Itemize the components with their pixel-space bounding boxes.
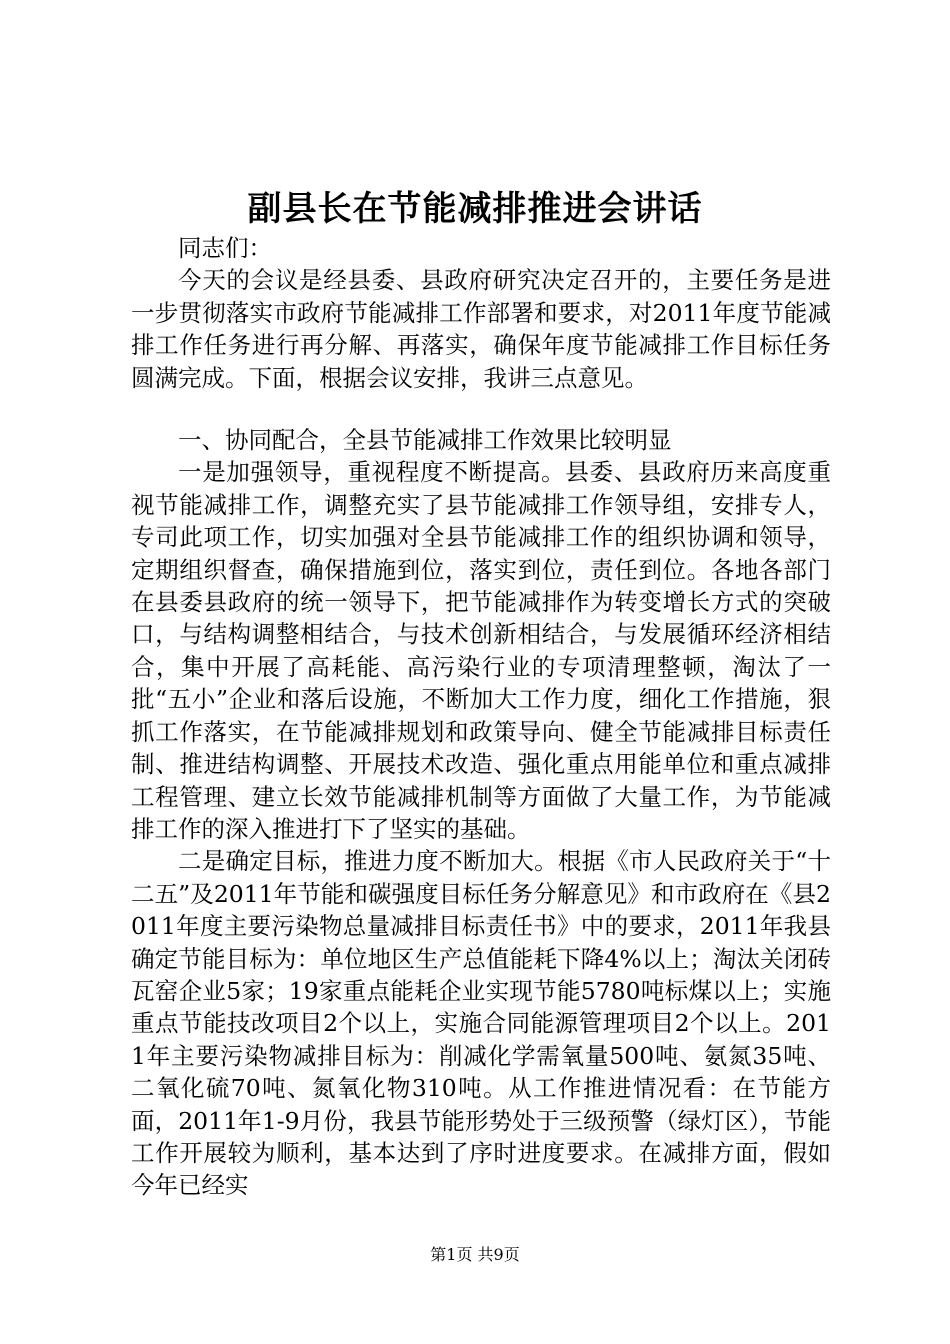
section-heading-1: 一、协同配合，全县节能减排工作效果比较明显 bbox=[178, 426, 672, 455]
document-title: 副县长在节能减排推进会讲话 bbox=[247, 189, 703, 229]
document-body bbox=[131, 232, 831, 1202]
page-footer: 第1页 共9页 bbox=[430, 1245, 520, 1264]
paragraph-2: 二是确定目标，推进力度不断加大。根据《市人民政府关于“十二五”及2011年节能和碳强度目标任务分解意见》和市政府在《县2011年度主要污染物总量减排目标责任书》中的要求，2011年我县确定节能目标为：单位地区生产总值能耗下降4%以上；淘汰关闭砖瓦窑企业5家；19家重点能耗企业实现节能5780吨标煤以上；实施重点节能技改项目2个以上，实施合同能源管理项目2个以上。2011年主要污染物减排目标为：削减化学需氧量500吨、氨氮35吨、二氧化硫70吨、氮氧化物310吨。从工作推进情况看：在节能方面，2011年1-9月份，我县节能形势处于三级预警（绿灯区），节能工作开展较为顺利，基本达到了序时进度要求。在减排方面，假如今年已经实 bbox=[131, 847, 831, 1200]
salutation: 同志们： bbox=[178, 234, 272, 262]
paragraph-intro: 今天的会议是经县委、县政府研究决定召开的，主要任务是进一步贯彻落实市政府节能减排工作部署和要求，对2011年度节能减排工作任务进行再分解、再落实，确保年度节能减排工作目标任务圆满完成。下面，根据会议安排，我讲三点意见。 bbox=[131, 266, 831, 392]
paragraph-1: 一是加强领导，重视程度不断提高。县委、县政府历来高度重视节能减排工作，调整充实了县节能减排工作领导组，安排专人，专司此项工作，切实加强对全县节能减排工作的组织协调和领导，定期组织督查，确保措施到位，落实到位，责任到位。各地各部门在县委县政府的统一领导下，把节能减排作为转变增长方式的突破口，与结构调整相结合，与技术创新相结合，与发展循环经济相结合，集中开展了高耗能、高污染行业的专项清理整顿，淘汰了一批“五小”企业和落后设施，不断加大工作力度，细化工作措施，狠抓工作落实，在节能减排规划和政策导向、健全节能减排目标责任制、推进结构调整、开展技术改造、强化重点用能单位和重点减排工程管理、建立长效节能减排机制等方面做了大量工作，为节能减排工作的深入推进打下了坚实的基础。 bbox=[131, 458, 831, 843]
